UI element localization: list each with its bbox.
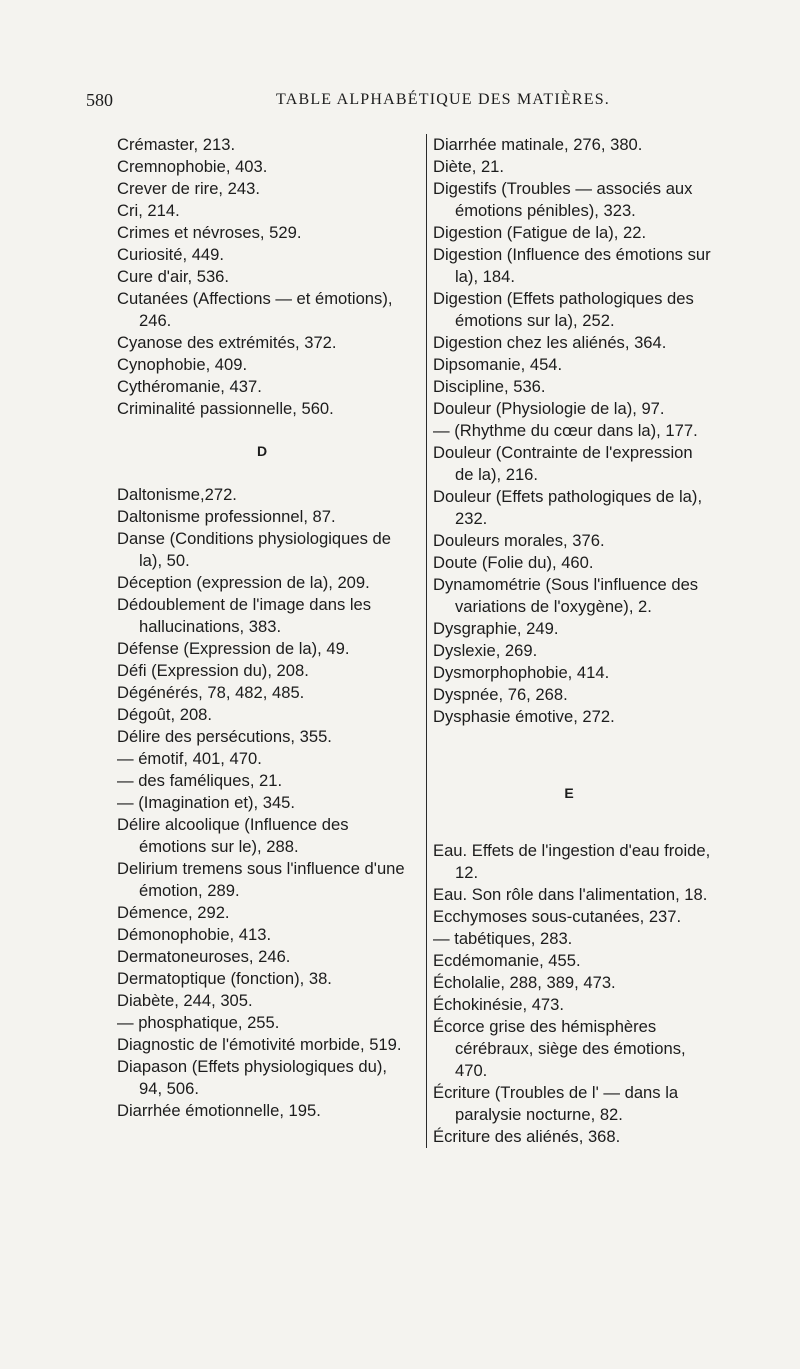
index-entry: Ecchymoses sous-cutanées, 237. xyxy=(433,907,682,926)
entries-d-list xyxy=(117,484,407,1122)
index-entry: Cutanées (Affections — et émotions), 246. xyxy=(117,289,393,330)
index-entry: Déception (expression de la), 209. xyxy=(117,573,370,592)
index-entry: Douleurs morales, 376. xyxy=(433,531,605,550)
index-entry: Discipline, 536. xyxy=(433,377,546,396)
index-entry: Dysphasie émotive, 272. xyxy=(433,707,615,726)
entries-c-list xyxy=(117,134,407,420)
index-entry: Dermatoneuroses, 246. xyxy=(117,947,291,966)
index-entry: Écriture des aliénés, 368. xyxy=(433,1127,621,1146)
index-entry: Diagnostic de l'émotivité morbide, 519. xyxy=(117,1035,402,1054)
index-entry: Daltonisme,272. xyxy=(117,485,237,504)
index-entry: Curiosité, 449. xyxy=(117,245,224,264)
index-entry: Diète, 21. xyxy=(433,157,505,176)
index-entry: Cremnophobie, 403. xyxy=(117,157,268,176)
index-entry: — (Rhythme du cœur dans la), 177. xyxy=(433,421,698,440)
index-entry: Cyanose des extrémités, 372. xyxy=(117,333,337,352)
index-entry: — phosphatique, 255. xyxy=(117,1013,280,1032)
index-entry: Dynamométrie (Sous l'influence des variations de l'oxygène), 2. xyxy=(433,575,699,616)
index-entry: Digestion (Influence des émotions sur la), 184. xyxy=(433,245,711,286)
index-entry: Douleur (Effets pathologiques de la), 232. xyxy=(433,487,703,528)
index-entry: Digestifs (Troubles — associés aux émotions pénibles), 323. xyxy=(433,179,693,220)
index-entry: Démonophobie, 413. xyxy=(117,925,272,944)
index-entry: Cynophobie, 409. xyxy=(117,355,248,374)
index-entry: Délire alcoolique (Influence des émotions sur le), 288. xyxy=(117,815,349,856)
index-entry: Digestion (Fatigue de la), 22. xyxy=(433,223,647,242)
index-entry: Écholalie, 288, 389, 473. xyxy=(433,973,616,992)
index-entry: Eau. Son rôle dans l'alimentation, 18. xyxy=(433,885,708,904)
index-entry: Défense (Expression de la), 49. xyxy=(117,639,350,658)
index-entry: Dyslexie, 269. xyxy=(433,641,538,660)
index-entry: Échokinésie, 473. xyxy=(433,995,564,1014)
index-entry: Écorce grise des hémisphères cérébraux, siège des émotions, 470. xyxy=(433,1017,686,1080)
index-entry: Douleur (Contrainte de l'expression de la), 216. xyxy=(433,443,693,484)
index-entry: Cythéromanie, 437. xyxy=(117,377,262,396)
index-entry: Dyspnée, 76, 268. xyxy=(433,685,568,704)
entries-d-list-continued xyxy=(427,134,711,728)
index-entry: Écriture (Troubles de l' — dans la paralysie nocturne, 82. xyxy=(433,1083,679,1124)
index-entry: Délire des persécutions, 355. xyxy=(117,727,332,746)
index-entry: Crever de rire, 243. xyxy=(117,179,260,198)
index-entry: Diabète, 244, 305. xyxy=(117,991,253,1010)
right-column xyxy=(426,134,711,1148)
page-header xyxy=(86,90,786,116)
index-entry: Dipsomanie, 454. xyxy=(433,355,563,374)
index-entry: Dégénérés, 78, 482, 485. xyxy=(117,683,305,702)
index-entry: Crémaster, 213. xyxy=(117,135,236,154)
index-entry: Cure d'air, 536. xyxy=(117,267,230,286)
page-number: 580 xyxy=(86,90,113,110)
section-letter-e: E xyxy=(564,785,574,801)
index-entry: Diarrhée émotionnelle, 195. xyxy=(117,1101,321,1120)
index-entry: Daltonisme professionnel, 87. xyxy=(117,507,336,526)
index-entry: Défi (Expression du), 208. xyxy=(117,661,309,680)
index-entry: Douleur (Physiologie de la), 97. xyxy=(433,399,665,418)
index-entry: Diapason (Effets physiologiques du), 94, 506. xyxy=(117,1057,387,1098)
index-entry: Dysgraphie, 249. xyxy=(433,619,559,638)
index-entry: Dermatoptique (fonction), 38. xyxy=(117,969,332,988)
index-entry: — tabétiques, 283. xyxy=(433,929,573,948)
index-entry: Digestion chez les aliénés, 364. xyxy=(433,333,667,352)
index-entry: Criminalité passionnelle, 560. xyxy=(117,399,334,418)
running-title: TABLE ALPHABÉTIQUE DES MATIÈRES. xyxy=(276,91,611,108)
index-entry: Dédoublement de l'image dans les hallucinations, 383. xyxy=(117,595,372,636)
index-entry: — (Imagination et), 345. xyxy=(117,793,296,812)
entries-e-list xyxy=(427,840,711,1148)
index-entry: Diarrhée matinale, 276, 380. xyxy=(433,135,643,154)
section-letter-d: D xyxy=(256,443,268,459)
index-entry: Démence, 292. xyxy=(117,903,230,922)
index-entry: Ecdémomanie, 455. xyxy=(433,951,581,970)
index-entry: — émotif, 401, 470. xyxy=(117,749,262,768)
index-entry: Crimes et névroses, 529. xyxy=(117,223,302,242)
index-entry: Dégoût, 208. xyxy=(117,705,213,724)
left-column xyxy=(117,134,407,1122)
index-entry: Danse (Conditions physiologiques de la), 50. xyxy=(117,529,391,570)
index-entry: Cri, 214. xyxy=(117,201,180,220)
index-entry: Doute (Folie du), 460. xyxy=(433,553,594,572)
index-entry: — des faméliques, 21. xyxy=(117,771,283,790)
index-entry: Dysmorphophobie, 414. xyxy=(433,663,610,682)
index-entry: Delirium tremens sous l'influence d'une émotion, 289. xyxy=(117,859,405,900)
index-entry: Digestion (Effets pathologiques des émotions sur la), 252. xyxy=(433,289,694,330)
index-entry: Eau. Effets de l'ingestion d'eau froide, 12. xyxy=(433,841,711,882)
